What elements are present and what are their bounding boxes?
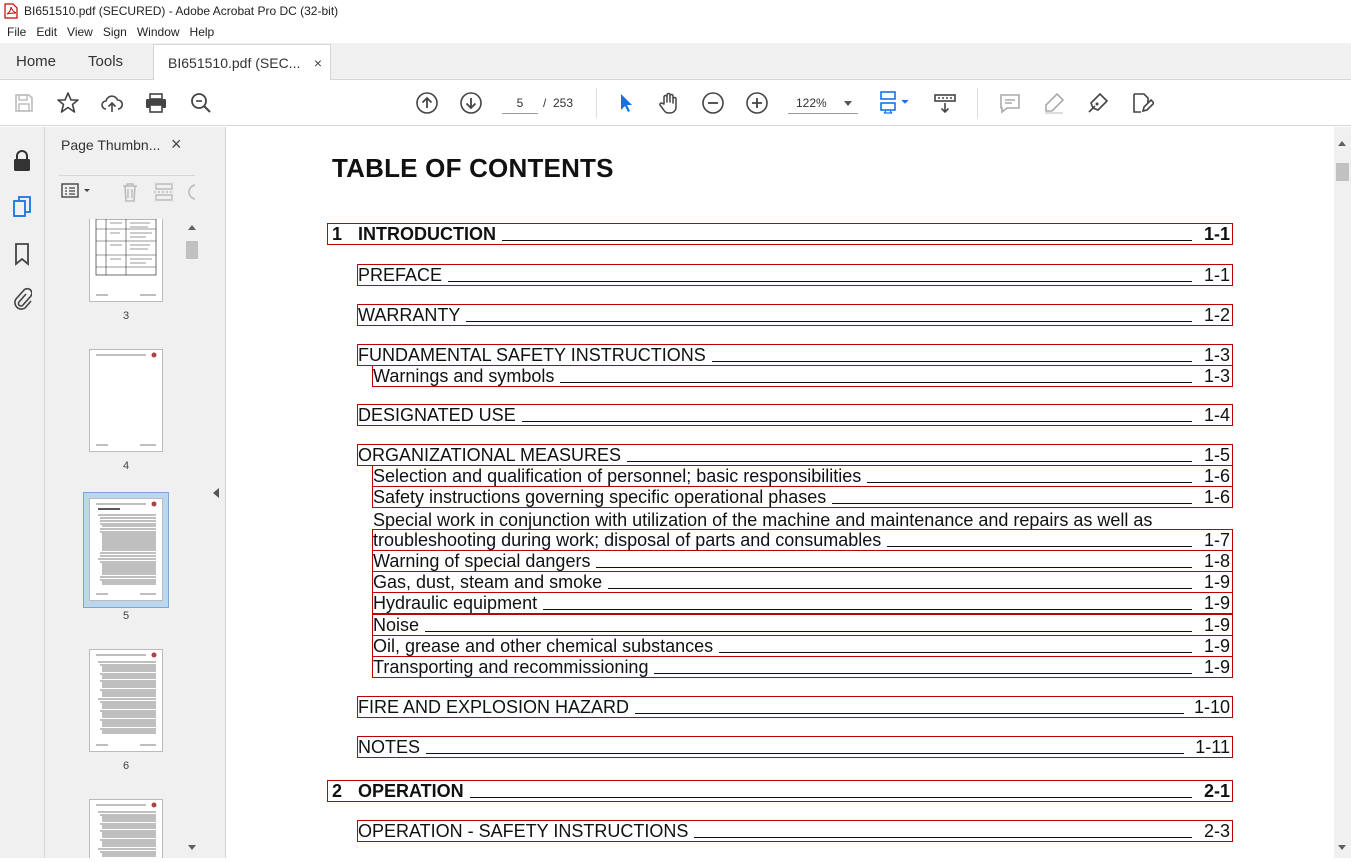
thumbnail-label: 4 bbox=[122, 460, 130, 472]
toc-entry-label: troubleshooting during work; disposal of parts and consumables bbox=[373, 530, 887, 550]
toc-entry-page: 1-8 bbox=[1198, 551, 1230, 571]
select-cursor-icon[interactable] bbox=[614, 91, 638, 115]
thumbnail-label: 6 bbox=[122, 760, 130, 772]
toc-entry[interactable] bbox=[372, 614, 1233, 636]
tab-bar bbox=[0, 43, 1351, 80]
toc-entry-label: PREFACE bbox=[358, 265, 448, 285]
cloud-upload-icon[interactable] bbox=[100, 91, 124, 115]
page-display-icon[interactable] bbox=[878, 91, 914, 115]
collapse-arrow-icon bbox=[213, 488, 219, 498]
toc-entry-page: 1-6 bbox=[1198, 466, 1230, 486]
page-number-input[interactable]: 5 bbox=[502, 92, 538, 114]
toc-entry-label: NOTES bbox=[358, 737, 426, 757]
toc-leader-line bbox=[358, 281, 1192, 282]
previous-page-icon[interactable] bbox=[415, 91, 439, 115]
document-view[interactable] bbox=[227, 127, 1334, 858]
toc-entry-label: DESIGNATED USE bbox=[358, 405, 522, 425]
toc-entry-label: WARRANTY bbox=[358, 305, 466, 325]
toc-section-number: 2 bbox=[332, 781, 343, 801]
hand-tool-icon[interactable] bbox=[657, 91, 681, 115]
toc-entry-page: 1-3 bbox=[1198, 345, 1230, 365]
toc-entry-label: Gas, dust, steam and smoke bbox=[373, 572, 608, 592]
toc-entry-page: 1-9 bbox=[1198, 657, 1230, 677]
toc-entry[interactable] bbox=[372, 529, 1233, 551]
toc-entry[interactable] bbox=[327, 223, 1233, 245]
toc-entry[interactable] bbox=[372, 465, 1233, 487]
zoom-in-icon[interactable] bbox=[745, 91, 769, 115]
toc-entry-page: 1-10 bbox=[1188, 697, 1230, 717]
menu-file[interactable]: File bbox=[7, 25, 27, 39]
sign-pen-icon[interactable] bbox=[1086, 91, 1110, 115]
scroll-mode-icon[interactable] bbox=[933, 91, 957, 115]
page-thumbnails-panel bbox=[45, 127, 208, 858]
page-thumbnail-5[interactable] bbox=[89, 498, 163, 601]
scroll-down-arrow-icon[interactable] bbox=[1338, 845, 1346, 850]
toc-leader-line bbox=[358, 321, 1192, 322]
toc-entry[interactable] bbox=[357, 820, 1233, 842]
scroll-up-arrow-icon[interactable] bbox=[1338, 141, 1346, 146]
toc-leader-line bbox=[358, 797, 1192, 798]
fill-sign-icon[interactable] bbox=[1130, 91, 1154, 115]
close-icon[interactable]: × bbox=[171, 134, 182, 154]
attachment-paperclip-icon[interactable] bbox=[10, 287, 34, 311]
toc-entry[interactable] bbox=[372, 656, 1233, 678]
chevron-down-icon bbox=[844, 101, 852, 106]
toc-entry-label: Special work in conjunction with utilization of the machine and maintenance and repairs as well as bbox=[373, 510, 1153, 530]
left-navigation-rail bbox=[0, 127, 45, 858]
highlight-pen-icon[interactable] bbox=[1042, 91, 1066, 115]
thumbnails-panel-title: Page Thumbn... bbox=[61, 137, 161, 153]
toc-entry-label: Hydraulic equipment bbox=[373, 593, 543, 613]
star-icon[interactable] bbox=[56, 91, 80, 115]
toc-entry-label: Warnings and symbols bbox=[373, 366, 560, 386]
toc-entry-label: INTRODUCTION bbox=[358, 224, 502, 244]
menu-view[interactable]: View bbox=[67, 25, 93, 39]
comment-icon[interactable] bbox=[998, 91, 1022, 115]
page-separator: / bbox=[543, 96, 547, 110]
tab-document[interactable] bbox=[153, 44, 331, 80]
toc-entry-label: Transporting and recommissioning bbox=[373, 657, 654, 677]
rotate-page-icon[interactable] bbox=[185, 181, 195, 206]
thumbnail-label: 3 bbox=[122, 310, 130, 322]
toc-entry-label: FUNDAMENTAL SAFETY INSTRUCTIONS bbox=[358, 345, 712, 365]
zoom-out-icon[interactable] bbox=[701, 91, 725, 115]
menu-bar bbox=[0, 22, 1351, 42]
toc-entry[interactable] bbox=[357, 404, 1233, 426]
save-icon[interactable] bbox=[12, 91, 36, 115]
toc-entry-label: Safety instructions governing specific operational phases bbox=[373, 487, 832, 507]
toc-entry[interactable] bbox=[372, 592, 1233, 614]
tab-home[interactable]: Home bbox=[16, 52, 57, 70]
toc-heading: TABLE OF CONTENTS bbox=[332, 153, 614, 183]
toc-leader-line bbox=[373, 631, 1192, 632]
window-title: BI651510.pdf (SECURED) - Adobe Acrobat Pro DC (32-bit) bbox=[24, 4, 339, 18]
toolbar-divider bbox=[977, 88, 978, 118]
thumbnails-scroll-thumb[interactable] bbox=[186, 241, 198, 259]
toc-entry-page: 1-6 bbox=[1198, 487, 1230, 507]
toc-entry-label: Selection and qualification of personnel; basic responsibilities bbox=[373, 466, 867, 486]
toc-entry-page: 1-11 bbox=[1189, 737, 1230, 757]
toc-entry-page: 2-3 bbox=[1198, 821, 1230, 841]
acrobat-pdf-icon bbox=[4, 3, 18, 19]
delete-trash-icon[interactable] bbox=[119, 181, 141, 206]
toc-entry-page: 1-9 bbox=[1198, 593, 1230, 613]
toc-entry-page: 1-9 bbox=[1198, 615, 1230, 635]
toc-entry-page: 2-1 bbox=[1198, 781, 1230, 801]
lock-icon[interactable] bbox=[10, 149, 34, 173]
zoom-level-value: 122% bbox=[796, 96, 827, 110]
toc-entry-page: 1-9 bbox=[1198, 636, 1230, 656]
toc-section-number: 1 bbox=[332, 224, 343, 244]
toc-leader-line bbox=[358, 753, 1184, 754]
zoom-search-icon[interactable] bbox=[189, 91, 213, 115]
tab-close-icon[interactable]: × bbox=[313, 54, 323, 71]
toc-entry[interactable] bbox=[327, 780, 1233, 802]
print-icon[interactable] bbox=[144, 91, 168, 115]
toc-entry-page: 1-9 bbox=[1198, 572, 1230, 592]
thumbnails-toolbar bbox=[59, 175, 195, 205]
toc-entry-label: ORGANIZATIONAL MEASURES bbox=[358, 445, 627, 465]
toc-entry-label: Noise bbox=[373, 615, 425, 635]
title-bar bbox=[0, 0, 1351, 22]
page-count: 253 bbox=[553, 96, 574, 110]
toc-entry-page: 1-5 bbox=[1198, 445, 1230, 465]
bookmark-icon[interactable] bbox=[10, 242, 34, 266]
menu-window[interactable]: Window bbox=[136, 25, 180, 39]
toc-entry-label: Warning of special dangers bbox=[373, 551, 596, 571]
page-thumbnail-4[interactable] bbox=[89, 349, 163, 452]
toc-entry-page: 1-3 bbox=[1198, 366, 1230, 386]
insert-page-icon[interactable] bbox=[153, 181, 175, 206]
main-toolbar bbox=[0, 80, 1351, 126]
options-menu-icon[interactable] bbox=[61, 182, 95, 203]
thumbnail-label: 5 bbox=[122, 610, 130, 622]
scroll-up-arrow-icon[interactable] bbox=[188, 225, 196, 230]
toc-entry-page: 1-7 bbox=[1198, 530, 1230, 550]
toc-entry[interactable] bbox=[357, 264, 1233, 286]
toc-entry[interactable] bbox=[372, 486, 1233, 508]
toc-entry-page: 1-4 bbox=[1198, 405, 1230, 425]
page-thumbnail-6[interactable] bbox=[89, 649, 163, 752]
toc-entry[interactable] bbox=[357, 736, 1233, 758]
toolbar-divider bbox=[596, 88, 597, 118]
panel-collapse-handle[interactable] bbox=[208, 127, 226, 858]
scroll-down-arrow-icon[interactable] bbox=[188, 845, 196, 850]
next-page-icon[interactable] bbox=[459, 91, 483, 115]
toc-entry[interactable] bbox=[357, 696, 1233, 718]
document-scrollbar[interactable] bbox=[1334, 127, 1351, 858]
page-thumbnail-7[interactable] bbox=[89, 799, 163, 858]
menu-help[interactable]: Help bbox=[189, 25, 215, 39]
toc-entry[interactable] bbox=[372, 635, 1233, 657]
toc-entry-label: Oil, grease and other chemical substances bbox=[373, 636, 719, 656]
toc-entry[interactable] bbox=[357, 304, 1233, 326]
toc-entry[interactable] bbox=[372, 365, 1233, 387]
toc-entry-page: 1-1 bbox=[1198, 265, 1230, 285]
tab-tools[interactable]: Tools bbox=[88, 52, 124, 70]
toc-entry-label: OPERATION bbox=[358, 781, 470, 801]
toc-entry[interactable] bbox=[372, 571, 1233, 593]
toc-entry-page: 1-1 bbox=[1198, 224, 1230, 244]
page-thumbnails-icon[interactable] bbox=[10, 195, 34, 219]
toc-entry-label: FIRE AND EXPLOSION HAZARD bbox=[358, 697, 635, 717]
toc-entry[interactable] bbox=[372, 550, 1233, 572]
toc-entry[interactable] bbox=[357, 344, 1233, 366]
zoom-level-select[interactable] bbox=[788, 92, 858, 114]
document-scroll-thumb[interactable] bbox=[1336, 163, 1349, 181]
tab-document-label: BI651510.pdf (SEC... bbox=[168, 54, 301, 71]
menu-edit[interactable]: Edit bbox=[36, 25, 58, 39]
toc-entry-label: OPERATION - SAFETY INSTRUCTIONS bbox=[358, 821, 694, 841]
thumbnails-scrollbar[interactable] bbox=[184, 219, 200, 858]
toc-entry[interactable] bbox=[357, 444, 1233, 466]
page-thumbnail-3[interactable] bbox=[89, 219, 163, 302]
menu-sign[interactable]: Sign bbox=[102, 25, 127, 39]
toc-entry-page: 1-2 bbox=[1198, 305, 1230, 325]
